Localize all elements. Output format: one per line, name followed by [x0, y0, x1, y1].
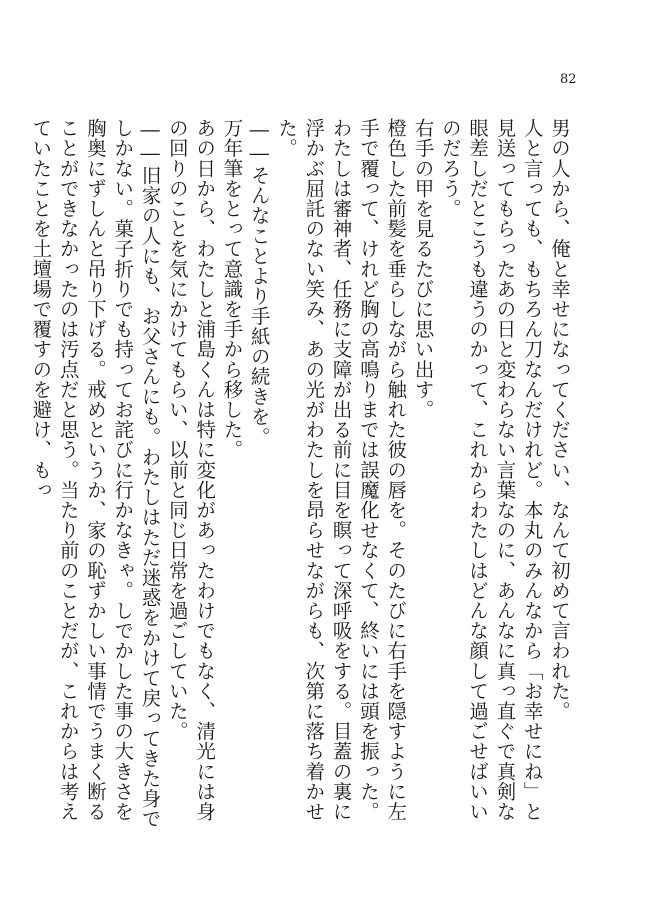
paragraph-2: 人と言っても、もちろん刀なんだけれど。本丸のみんなから「お幸せにね」と見送ってもらったあの日と変わらない言葉なのに、あんなに真っ直ぐで真剣な眼差しだとこうも違うのかって、これからわたしはどんな顔して過ごせばいいのだろう。: [438, 118, 544, 822]
paragraph-5: ――そんなことより手紙の続きを。: [247, 118, 271, 447]
paragraph-8: ――旧家の人にも、お父さんにも。わたしはただ迷惑をかけて戻ってきた身でしかない。菓子折りでも持ってお詫びに行かなきゃ。しでかした事の大きさを胸奥にずしんと吊り下げる。戒めというか、家の恥ずかしい事情でうまく断ることができなかったのは汚点だと思う。当たり前のことだが、これからは考えていたことを土壇場で覆すのを避け、もっ: [29, 118, 162, 829]
paragraph-1: 男の人から、俺と幸せになってください、なんて初めて言われた。: [548, 118, 571, 721]
body-text: [29, 118, 573, 838]
paragraph-4: 橙色した前髪を垂らしながら触れた彼の唇を。そのたびに右手を隠すように左手で覆って、けれど胸の高鳴りまでは誤魔化せなくて、終いには頭を振った。わたしは審神者、任務に支障が出る前に目を瞑って深呼吸をする。目蓋の裏に浮かぶ屈託のない笑み、あの光がわたしを昂らせながらも、次第に落ち着かせた。: [275, 118, 408, 822]
page-number: 82: [560, 72, 577, 87]
paragraph-7: あの日から、わたしと浦島くんは特に変化があったわけでもなく、清光には身の回りのことを気にかけてもらい、以前と同じ日常を過ごしていた。: [165, 118, 217, 822]
paragraph-6: 万年筆をとって意識を手から移した。: [220, 118, 244, 460]
paragraph-3: 右手の甲を見るたびに思い出す。: [411, 118, 435, 420]
